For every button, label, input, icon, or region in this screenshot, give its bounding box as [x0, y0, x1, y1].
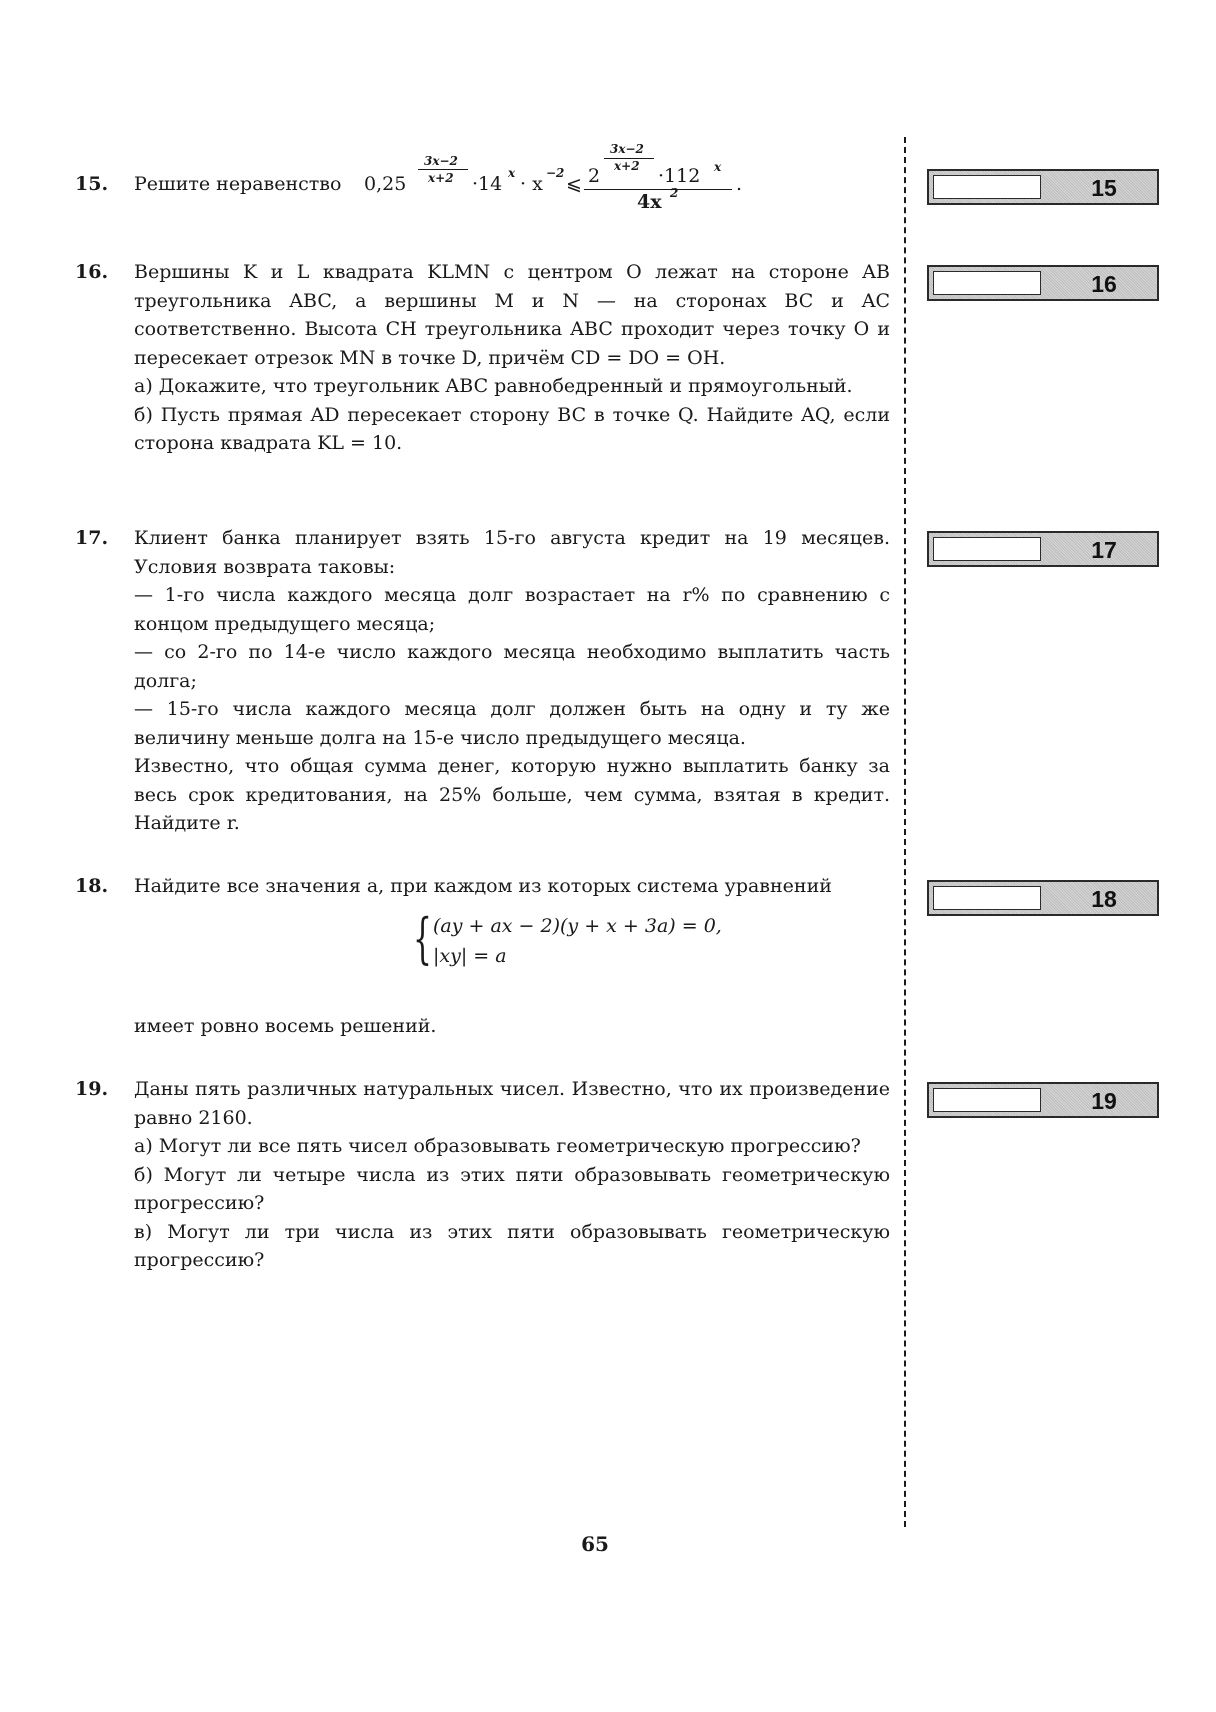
task-text [134, 872, 890, 1042]
task-number: 18. [75, 875, 109, 897]
task-condition: — 15-го числа каждого месяца долг должен быть на одну и ту же величину меньше долга на 15-е число предыдущего месяца. [134, 698, 890, 749]
answer-field[interactable] [933, 175, 1041, 199]
factor-14-exponent: x [508, 166, 516, 180]
exponent-fraction-bar [418, 169, 468, 170]
task-17 [75, 524, 890, 834]
answer-field[interactable] [933, 271, 1041, 295]
rhs-factor-exponent: x [714, 160, 722, 174]
equation-1: (ay + ax − 2)(y + x + 3a) = 0, [433, 915, 722, 937]
answer-field[interactable] [933, 886, 1041, 910]
task-paragraph: Даны пять различных натуральных чисел. Известно, что их произведение равно 2160. [134, 1078, 890, 1129]
relation-sign: ⩽ [566, 173, 582, 195]
factor-x: · x [520, 173, 543, 195]
task-part-b: б) Могут ли четыре числа из этих пяти образовывать геометрическую прогрессию? [134, 1163, 890, 1214]
formula-end: . [736, 173, 743, 195]
rhs-base: 2 [588, 165, 601, 187]
task-paragraph: Вершины K и L квадрата KLMN с центром O лежат на стороне AB треугольника ABC, а вершины M и N — на сторонах BC и AC соответственно. Высота CH треугольника ABC проходит через точку O и пересекает отрезок MN в точке D, причём CD = DO = OH. [134, 261, 890, 369]
task-condition: — со 2-го по 14-е число каждого месяца необходимо выплатить часть долга; [134, 641, 890, 692]
answer-box-number: 19 [1091, 1088, 1117, 1114]
task-text: Решите неравенство [134, 173, 342, 195]
task-part-c: в) Могут ли три числа из этих пяти образовывать геометрическую прогрессию? [134, 1220, 890, 1271]
task-text [134, 524, 890, 838]
answer-box-18[interactable] [927, 880, 1159, 916]
rhs-denominator: 4x [637, 191, 662, 213]
task-16 [75, 258, 890, 488]
rhs-factor-112: ·112 [658, 165, 701, 187]
base-value: 0,25 [364, 173, 407, 195]
task-number: 19. [75, 1078, 109, 1100]
task-15 [75, 142, 890, 250]
answer-field[interactable] [933, 537, 1041, 561]
answer-box-17[interactable] [927, 531, 1159, 567]
system-brace: { [413, 907, 432, 970]
task-19 [75, 1075, 890, 1305]
task-text [134, 258, 890, 458]
answer-box-number: 18 [1091, 886, 1117, 912]
task-number: 15. [75, 173, 109, 195]
task-text [134, 1075, 890, 1275]
equation-system [413, 907, 753, 974]
rhs-exponent-denominator: x+2 [614, 159, 640, 173]
answer-box-15[interactable] [927, 169, 1159, 205]
exponent-denominator: x+2 [428, 171, 454, 185]
task-paragraph: Найдите все значения a, при каждом из которых система уравнений [134, 875, 832, 897]
factor-14: ·14 [472, 173, 503, 195]
task-part-a: а) Могут ли все пять чисел образовывать геометрическую прогрессию? [134, 1135, 861, 1157]
task-condition: — 1-го числа каждого месяца долг возрастает на r% по сравнению с концом предыдущего месяца; [134, 584, 890, 635]
rhs-exponent-numerator: 3x−2 [610, 142, 644, 156]
task-paragraph: Известно, что общая сумма денег, которую нужно выплатить банку за весь срок кредитования, на 25% больше, чем сумма, взятая в кредит. Найдите r. [134, 755, 890, 834]
task-part-a: а) Докажите, что треугольник ABC равнобедренный и прямоугольный. [134, 375, 853, 397]
cut-line [904, 137, 906, 1527]
answer-box-19[interactable] [927, 1082, 1159, 1118]
page-number: 65 [581, 1532, 609, 1556]
task-number: 17. [75, 527, 109, 549]
answer-box-number: 17 [1091, 537, 1117, 563]
factor-x-exponent: −2 [546, 166, 565, 180]
answer-field[interactable] [933, 1088, 1041, 1112]
task-18 [75, 872, 890, 1042]
answer-box-number: 16 [1091, 271, 1117, 297]
exponent-numerator: 3x−2 [424, 154, 458, 168]
rhs-denominator-exponent: 2 [670, 186, 679, 200]
answer-box-number: 15 [1091, 175, 1117, 201]
task-paragraph: Клиент банка планирует взять 15-го августа кредит на 19 месяцев. Условия возврата таковы: [134, 527, 890, 578]
equation-2: |xy| = a [433, 945, 507, 967]
task-number: 16. [75, 261, 109, 283]
task-part-b: б) Пусть прямая AD пересекает сторону BC в точке Q. Найдите AQ, если сторона квадрата KL = 10. [134, 403, 890, 454]
answer-box-16[interactable] [927, 265, 1159, 301]
task-paragraph: имеет ровно восемь решений. [134, 1015, 437, 1037]
inequality-formula [134, 142, 890, 250]
